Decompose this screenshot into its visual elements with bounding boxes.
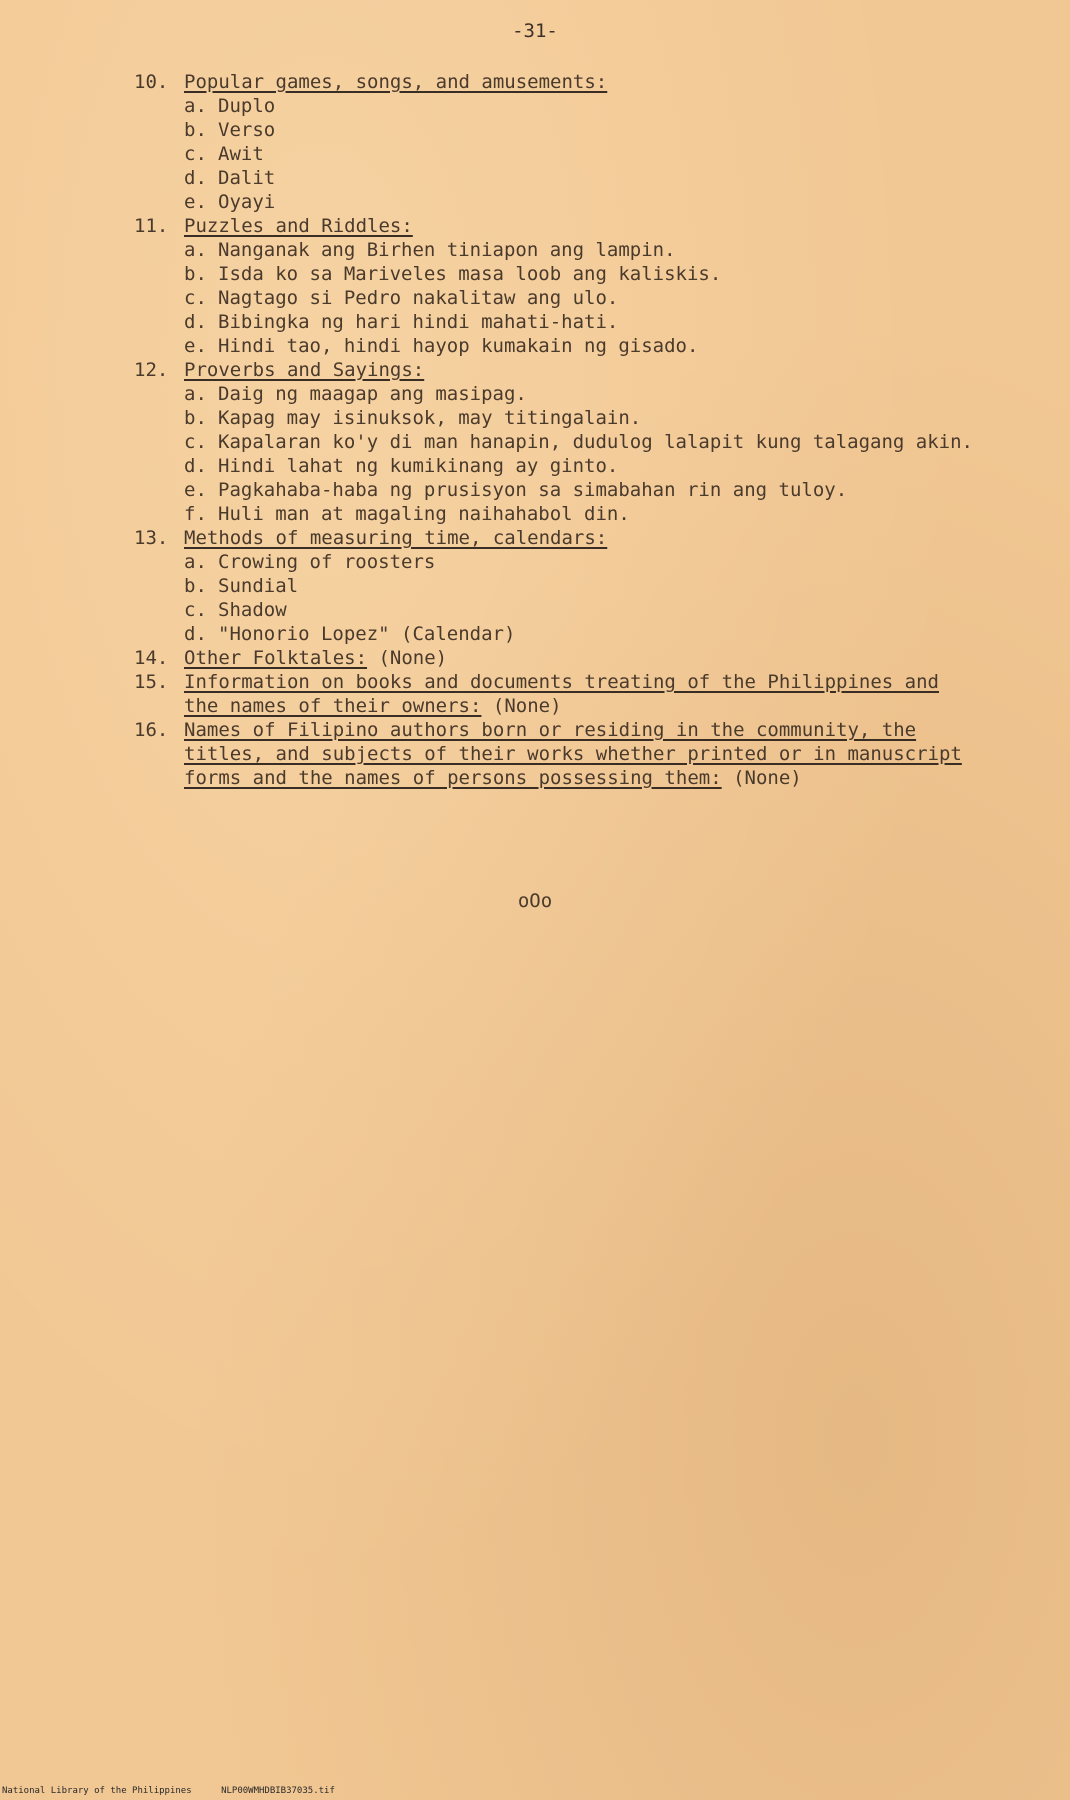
section-number: 15. [134,671,169,693]
item-text: Isda ko sa Mariveles masa loob ang kaliskis. [218,263,722,285]
page-number: -31- [512,20,558,42]
list-item [134,430,974,454]
item-text: Shadow [218,599,287,621]
item-letter: d. [184,623,207,645]
item-text: Hindi tao, hindi hayop kumakain ng gisado. [218,335,699,357]
list-item [134,598,974,622]
item-letter: c. [184,143,207,165]
item-text: Daig ng maagap ang masipag. [218,383,527,405]
section-10 [134,70,974,214]
section-heading [134,526,974,550]
item-text: Kapag may isinuksok, may titingalain. [218,407,642,429]
item-text: Sundial [218,575,299,597]
list-item [134,622,974,646]
list-item [134,334,974,358]
item-text: Duplo [218,95,276,117]
section-12 [134,358,974,526]
section-number: 10. [134,71,169,93]
item-letter: b. [184,407,207,429]
item-list [134,94,974,214]
item-letter: c. [184,431,207,453]
list-item [134,502,974,526]
item-letter: a. [184,239,207,261]
item-letter: a. [184,551,207,573]
section-note: (None) [733,767,802,789]
section-number: 12. [134,359,169,381]
item-letter: e. [184,335,207,357]
section-title: Puzzles and Riddles: [184,215,413,237]
section-heading [134,214,974,238]
item-text: Dalit [218,167,276,189]
section-number: 16. [134,719,169,741]
section-15 [134,670,974,718]
item-text: Awit [218,143,264,165]
list-item [134,238,974,262]
item-letter: e. [184,479,207,501]
item-letter: a. [184,383,207,405]
item-list [134,382,974,526]
list-item [134,382,974,406]
section-heading [134,358,974,382]
item-text: "Honorio Lopez" (Calendar) [218,623,516,645]
section-14 [134,646,974,670]
item-text: Crowing of roosters [218,551,436,573]
item-list [134,238,974,358]
list-item [134,310,974,334]
section-title: Other Folktales: [184,647,368,669]
section-13 [134,526,974,646]
item-text: Pagkahaba-haba ng prusisyon sa simabahan rin ang tuloy. [218,479,848,501]
list-item [134,94,974,118]
list-item [134,574,974,598]
item-letter: d. [184,167,207,189]
section-title: Popular games, songs, and amusements: [184,71,608,93]
item-text: Hindi lahat ng kumikinang ay ginto. [218,455,619,477]
list-item [134,478,974,502]
section-16 [134,718,974,790]
section-note: (None) [492,695,562,717]
list-item [134,550,974,574]
section-title: Proverbs and Sayings: [184,359,425,381]
item-text: Kapalaran ko'y di man hanapin, dudulog lalapit kung talagang akin. [218,431,973,453]
section-number: 14. [134,647,169,669]
section-title: Methods of measuring time, calendars: [184,527,608,549]
section-title: Names of Filipino authors born or residing in the community, the titles, and subjects of their works whether printed or in manuscript forms and the names of persons possessing them: [184,719,962,789]
item-letter: f. [184,503,207,525]
section-11 [134,214,974,358]
item-text: Oyayi [218,191,276,213]
item-letter: d. [184,311,207,333]
item-list [134,550,974,646]
section-heading [134,70,974,94]
item-letter: c. [184,599,207,621]
list-item [134,118,974,142]
item-text: Bibingka ng hari hindi mahati-hati. [218,311,619,333]
item-letter: c. [184,287,207,309]
item-letter: d. [184,455,207,477]
item-letter: a. [184,95,207,117]
item-text: Nagtago si Pedro nakalitaw ang ulo. [218,287,619,309]
list-item [134,406,974,430]
section-heading [134,646,974,670]
section-number: 13. [134,527,169,549]
list-item [134,190,974,214]
item-text: Huli man at magaling naihahabol din. [218,503,630,525]
item-letter: b. [184,575,207,597]
footer-file: NLP00WMHDBIB37035.tif [221,1786,335,1796]
section-number: 11. [134,215,169,237]
document-content [134,70,974,790]
item-letter: b. [184,119,207,141]
list-item [134,286,974,310]
end-mark: oOo [517,890,553,912]
section-heading [134,718,974,790]
list-item [134,262,974,286]
footer-library: National Library of the Philippines [2,1786,192,1796]
item-letter: e. [184,191,207,213]
item-text: Nanganak ang Birhen tiniapon ang lampin. [218,239,676,261]
list-item [134,454,974,478]
item-text: Verso [218,119,276,141]
scan-footer [0,1786,1070,1796]
item-letter: b. [184,263,207,285]
section-heading [134,670,974,718]
list-item [134,142,974,166]
section-title: Information on books and documents treating of the Philippines and the names of their owners: [184,671,939,717]
list-item [134,166,974,190]
section-note: (None) [378,647,448,669]
